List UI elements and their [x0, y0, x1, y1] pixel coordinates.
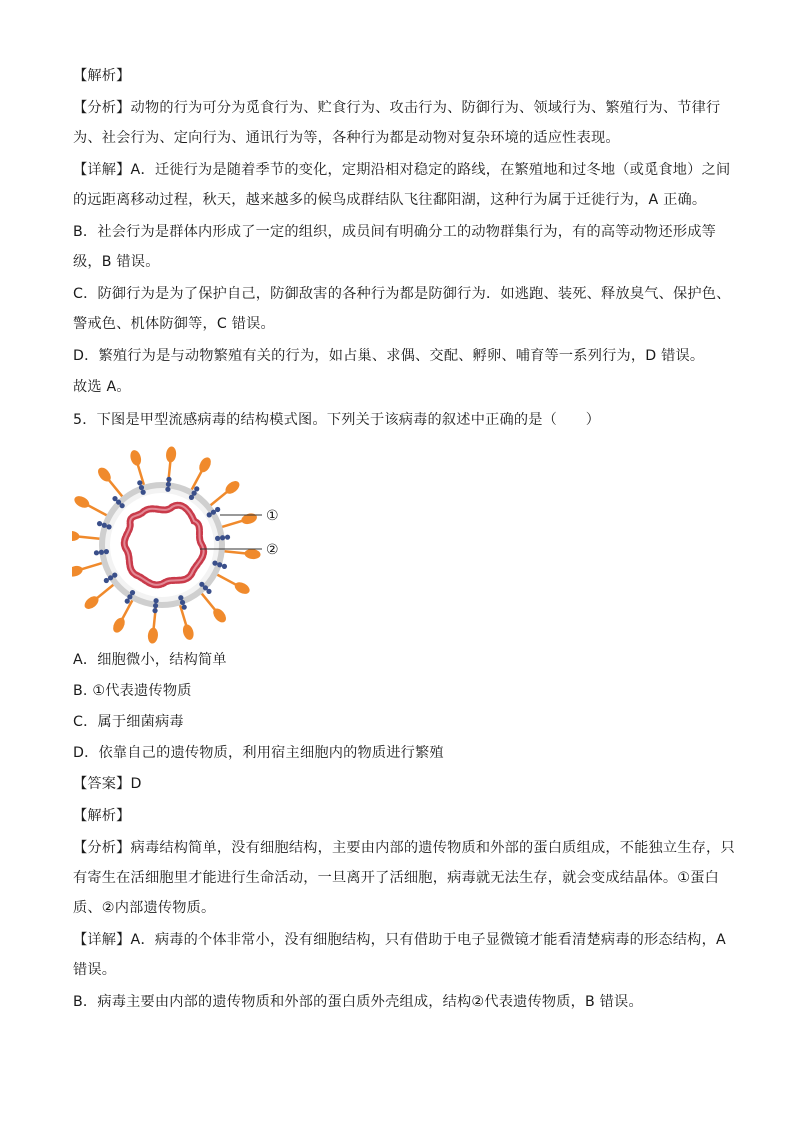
surface-protein-bead — [215, 536, 220, 541]
analysis-paragraph-1-line-2: 为、社会行为、定向行为、通讯行为等，各种行为都是动物对复杂环境的适应性表现。 — [73, 130, 620, 146]
option-d-explanation: D．繁殖行为是与动物繁殖有关的行为，如占巢、求偶、交配、孵卵、哺育等一系列行为，D 错误。 — [73, 348, 705, 364]
detail-paragraph-2-line-1: 【详解】A．病毒的个体非常小，没有细胞结构，只有借助于电子显微镜才能看清楚病毒的形态结构，A — [73, 932, 726, 948]
surface-protein-bead — [166, 477, 171, 482]
option-d: D．依靠自己的遗传物质，利用宿主细胞内的物质进行繁殖 — [73, 745, 444, 761]
surface-protein-bead — [222, 564, 227, 569]
spike-stalk — [95, 583, 115, 599]
detail-paragraph-2-line-2: 错误。 — [73, 962, 117, 978]
spike-head — [181, 623, 195, 641]
spike-head — [197, 455, 213, 474]
spike-head — [72, 530, 80, 542]
surface-protein-bead — [225, 535, 230, 540]
surface-protein-bead — [220, 535, 225, 540]
analysis-paragraph-2-line-2: 有寄生在活细胞里才能进行生命活动，一旦离开了活细胞，病毒就无法生存，就会变成结晶体。①蛋白 — [73, 870, 719, 886]
option-b: B. ①代表遗传物质 — [73, 683, 192, 699]
spike-stalk — [215, 573, 238, 585]
spike-head — [72, 494, 91, 510]
surface-protein-bead — [217, 562, 222, 567]
spike-stalk — [76, 536, 102, 539]
surface-protein-bead — [180, 600, 185, 605]
detail-paragraph-1-line-2: 的远距离移动过程，秋天，越来越多的候鸟成群结队飞往鄱阳湖，这种行为属于迁徙行为，A 正确。 — [73, 192, 707, 208]
analysis-heading-1: 【解析】 — [73, 68, 131, 84]
surface-protein-bead — [94, 550, 99, 555]
analysis-heading-2: 【解析】 — [73, 808, 131, 824]
surface-protein-bead — [182, 605, 187, 610]
spike-head — [165, 446, 177, 463]
surface-protein-bead — [153, 598, 158, 603]
surface-protein-bead — [165, 487, 170, 492]
surface-protein-bead — [141, 490, 146, 495]
option-a: A．细胞微小，结构简单 — [73, 652, 227, 668]
surface-protein-bead — [166, 482, 171, 487]
spike-stalk — [208, 491, 228, 507]
surface-protein-bead — [194, 486, 199, 491]
spike-head — [72, 564, 84, 578]
surface-protein-bead — [212, 561, 217, 566]
option-b-explanation-line-1: B．社会行为是群体内形成了一定的组织，成员间有明确分工的动物群集行为，有的高等动物还形成等 — [73, 224, 716, 240]
surface-protein-bead — [152, 608, 157, 613]
option-c-explanation-line-1: C．防御行为是为了保护自己，防御敌害的各种行为都是防御行为．如逃跑、装死、释放臭气、保护色、 — [73, 286, 731, 302]
option-c: C．属于细菌病毒 — [73, 714, 184, 730]
surface-protein-bead — [106, 524, 111, 529]
spike-stalk — [219, 520, 244, 528]
spike-stalk — [108, 478, 124, 498]
surface-protein-bead — [139, 485, 144, 490]
surface-protein-bead — [102, 523, 107, 528]
option-b-explanation-line-2: 级，B 错误。 — [73, 254, 160, 270]
analysis-paragraph-2-line-1: 【分析】病毒结构简单，没有细胞结构，主要由内部的遗传物质和外部的蛋白质组成，不能独立生存，只 — [73, 840, 735, 856]
spike-head — [233, 580, 252, 596]
surface-protein-bead — [206, 589, 211, 594]
analysis-paragraph-1-line-1: 【分析】动物的行为可分为觅食行为、贮食行为、攻击行为、防御行为、领域行为、繁殖行为、节律行 — [73, 100, 721, 116]
surface-protein-bead — [215, 507, 220, 512]
surface-protein-bead — [178, 595, 183, 600]
question-5-stem: 5．下图是甲型流感病毒的结构模式图。下列关于该病毒的叙述中正确的是（ ） — [73, 412, 601, 428]
analysis-paragraph-2-line-3: 质、②内部遗传物质。 — [73, 900, 216, 916]
spike-head — [244, 548, 261, 560]
surface-protein-bead — [97, 521, 102, 526]
surface-protein-bead — [153, 603, 158, 608]
surface-protein-bead — [104, 549, 109, 554]
surface-protein-bead — [125, 599, 130, 604]
spike-head — [240, 512, 258, 526]
influenza-virus-diagram — [72, 445, 292, 645]
detail-paragraph-1-line-1: 【详解】A．迁徙行为是随着季节的变化，定期沿相对稳定的路线，在繁殖地和过冬地（或觅食地）之间 — [73, 162, 731, 178]
spike-head — [129, 449, 143, 467]
option-c-explanation-line-2: 警戒色、机体防御等，C 错误。 — [73, 316, 275, 332]
spike-head — [111, 616, 127, 635]
spike-stalk — [200, 591, 216, 611]
surface-protein-bead — [112, 496, 117, 501]
choice-conclusion-1: 故选 A。 — [73, 379, 131, 395]
surface-protein-bead — [104, 578, 109, 583]
label-marker-1: ① — [266, 508, 279, 524]
spike-stalk — [86, 504, 109, 516]
surface-protein-bead — [137, 480, 142, 485]
surface-protein-bead — [99, 550, 104, 555]
spike-head — [147, 627, 159, 644]
label-marker-2: ② — [266, 542, 279, 558]
answer: 【答案】D — [73, 776, 142, 792]
option-b-explanation-2: B．病毒主要由内部的遗传物质和外部的蛋白质外壳组成，结构②代表遗传物质，B 错误。 — [73, 994, 643, 1010]
spike-stalk — [80, 562, 105, 570]
spike-stalk — [222, 551, 248, 554]
